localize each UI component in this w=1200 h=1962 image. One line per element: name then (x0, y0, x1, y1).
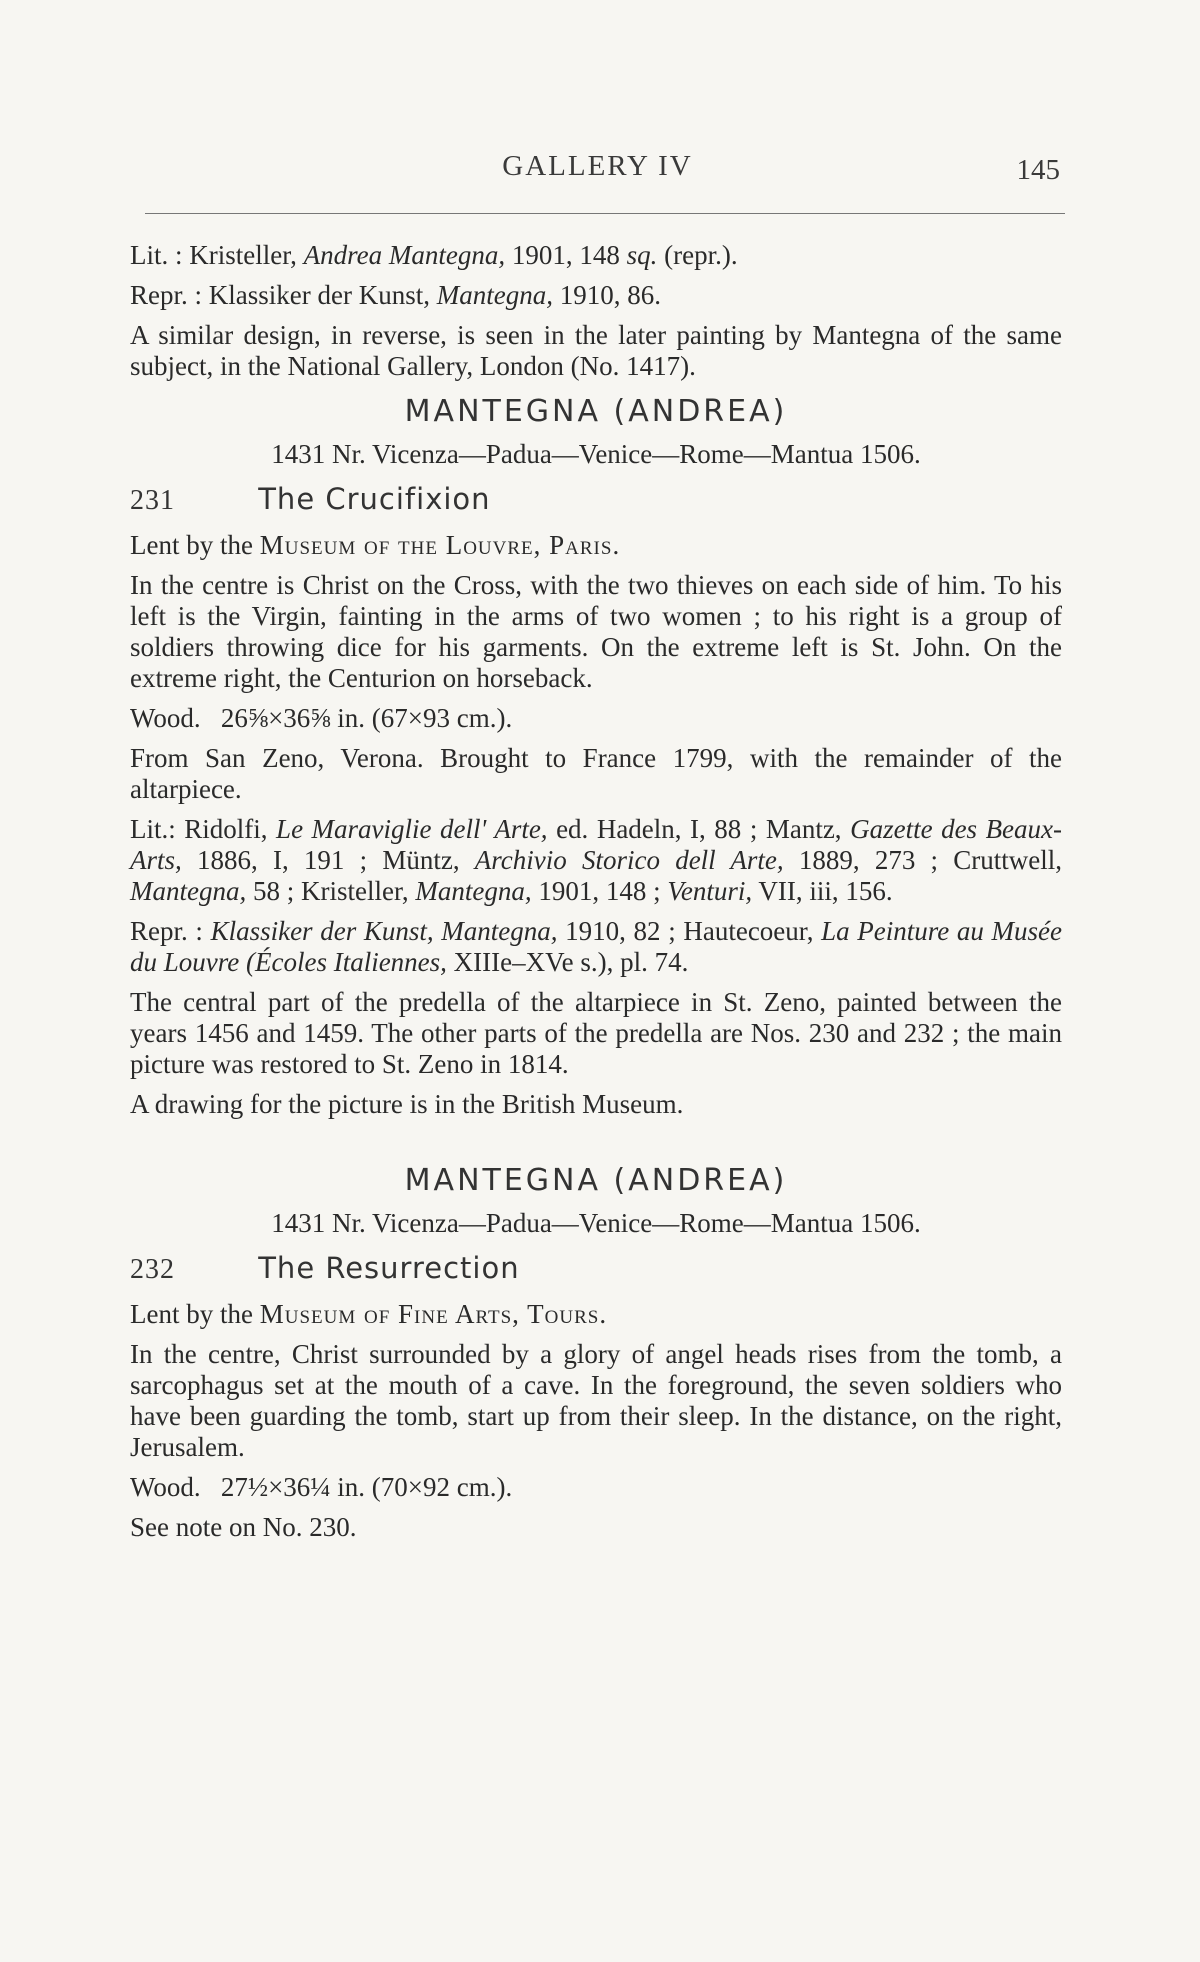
prev-repr: Repr. : Klassiker der Kunst, Mantegna, 1910, 86. (130, 280, 661, 310)
provenance: From San Zeno, Verona. Brought to France 1799, with the remainder of the altarpiece. (130, 743, 1062, 804)
literature: Lit.: Ridolfi, Le Maraviglie dell' Arte, ed. Hadeln, I, 88 ; Mantz, Gazette des Beaux-Arts, 1886, I, 191 ; Müntz, Archivio Storico dell Arte, 1889, 273 ; Cruttwell, Mantegna, 58 ; Kristeller, Mantegna, 1901, 148 ; Venturi, VII, iii, 156. (130, 814, 1063, 906)
page-header (135, 150, 1060, 194)
entry-title (130, 1253, 1062, 1285)
entry-title (130, 484, 1062, 516)
prev-note: A similar design, in reverse, is seen in the later painting by Mantegna of the same subject, in the National Gallery, London (No. 1417). (130, 320, 1062, 381)
artist-heading: MANTEGNA (ANDREA) (404, 394, 788, 429)
description: In the centre, Christ surrounded by a glory of angel heads rises from the tomb, a sarcophagus set at the mouth of a cave. In the foreground, the seven soldiers who have been guarding the tomb, start up from their sleep. In the distance, on the right, Jerusalem. (130, 1339, 1062, 1462)
artist-dates: 1431 Nr. Vicenza—Padua—Venice—Rome—Mantua 1506. (271, 1208, 921, 1238)
painting-title: The Crucifixion (258, 482, 491, 516)
running-title: GALLERY IV (502, 150, 693, 182)
catalogue-number: 232 (130, 1254, 175, 1285)
reproductions: Repr. : Klassiker der Kunst, Mantegna, 1910, 82 ; Hautecoeur, La Peinture au Musée du Louvre (Écoles Italiennes, XIIIe–XVe s.), pl. 74. (130, 916, 1063, 977)
page-body (130, 240, 1062, 1552)
notes: The central part of the predella of the altarpiece in St. Zeno, painted between the years 1456 and 1459. The other parts of the predella are Nos. 230 and 232 ; the main picture was restored to St. Zeno in 1814. (130, 987, 1062, 1079)
catalogue-number: 231 (130, 485, 175, 516)
medium-line: Wood. 27½×36¼ in. (70×92 cm.). (130, 1472, 513, 1502)
lender-line: Lent by the Museum of Fine Arts, Tours. (130, 1299, 608, 1329)
artist-dates: 1431 Nr. Vicenza—Padua—Venice—Rome—Mantua 1506. (271, 439, 921, 469)
artist-heading: MANTEGNA (ANDREA) (404, 1163, 788, 1198)
drawing-note: A drawing for the picture is in the British Museum. (130, 1089, 684, 1119)
prev-lit: Lit. : Kristeller, Andrea Mantegna, 1901, 148 sq. (repr.). (130, 240, 738, 270)
medium-line: Wood. 26⅝×36⅝ in. (67×93 cm.). (130, 703, 513, 733)
lender-line: Lent by the Museum of the Louvre, Paris. (130, 530, 621, 560)
painting-title: The Resurrection (258, 1251, 520, 1285)
header-rule (145, 213, 1065, 214)
page-number: 145 (1016, 154, 1060, 186)
see-note: See note on No. 230. (130, 1512, 357, 1542)
description: In the centre is Christ on the Cross, with the two thieves on each side of him. To his left is the Virgin, fainting in the arms of two women ; to his right is a group of soldiers throwing dice for his garments. On the extreme left is St. John. On the extreme right, the Centurion on horseback. (130, 570, 1062, 693)
